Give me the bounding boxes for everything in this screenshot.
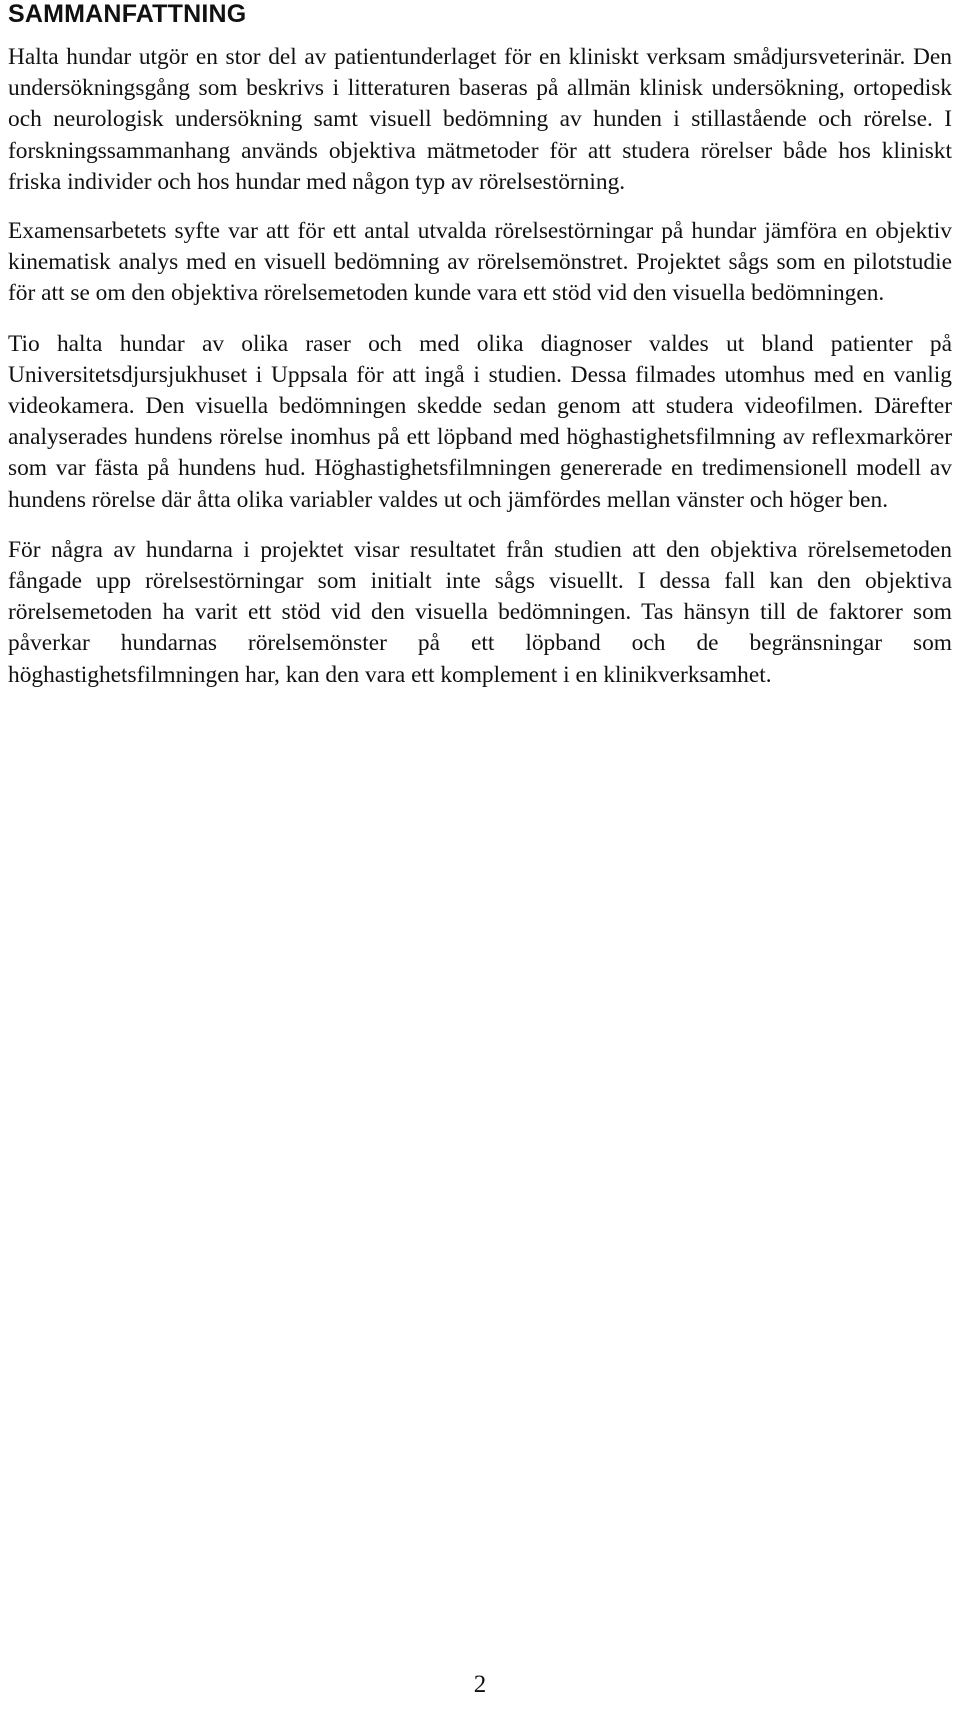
page-number: 2 <box>473 1671 487 1698</box>
paragraph-2: Examensarbetets syfte var att för ett antal utvalda rörelsestörningar på hundar jämföra en objektiv kinematisk analys med en visuell bedömning av rörelsemönstret. Projektet sågs som en pilotstudie för att se om den objektiva rörelsemetoden kunde vara ett stöd vid den visuella bedömningen. <box>8 218 952 307</box>
paragraph-1: Halta hundar utgör en stor del av patientunderlaget för en kliniskt verksam smådjursveterinär. Den undersökningsgång som beskrivs i litteraturen baseras på allmän klinisk undersökning, ortopedisk och neurologisk undersökning samt visuell bedömning av hunden i stillastående och rörelse. I forskningssammanhang används objektiva mätmetoder för att studera rörelser både hos kliniskt friska individer och hos hundar med någon typ av rörelsestörning. <box>8 44 952 195</box>
document-page <box>8 0 952 691</box>
paragraph-4: För några av hundarna i projektet visar resultatet från studien att den objektiva rörelsemetoden fångade upp rörelsestörningar som initialt inte sågs visuellt. I dessa fall kan den objektiva rörelsemetoden ha varit ett stöd vid den visuella bedömningen. Tas hänsyn till de faktorer som påverkar hundarnas rörelsemönster på ett löpband och de begränsningar som höghastighetsfilmningen har, kan den vara ett komplement i en klinikverksamhet. <box>8 536 952 688</box>
paragraph-3: Tio halta hundar av olika raser och med olika diagnoser valdes ut bland patienter på Universitetsdjursjukhuset i Uppsala för att ingå i studien. Dessa filmades utomhus med en vanlig videokamera. Den visuella bedömningen skedde sedan genom att studera videofilmen. Därefter analyserades hundens rörelse inomhus på ett löpband med höghastighetsfilmning av reflexmarkörer som var fästa på hundens hud. Höghastighetsfilmningen genererade en tredimensionell modell av hundens rörelse där åtta olika variabler valdes ut och jämfördes mellan vänster och höger ben. <box>8 330 952 513</box>
section-heading: SAMMANFATTNING <box>8 0 247 28</box>
